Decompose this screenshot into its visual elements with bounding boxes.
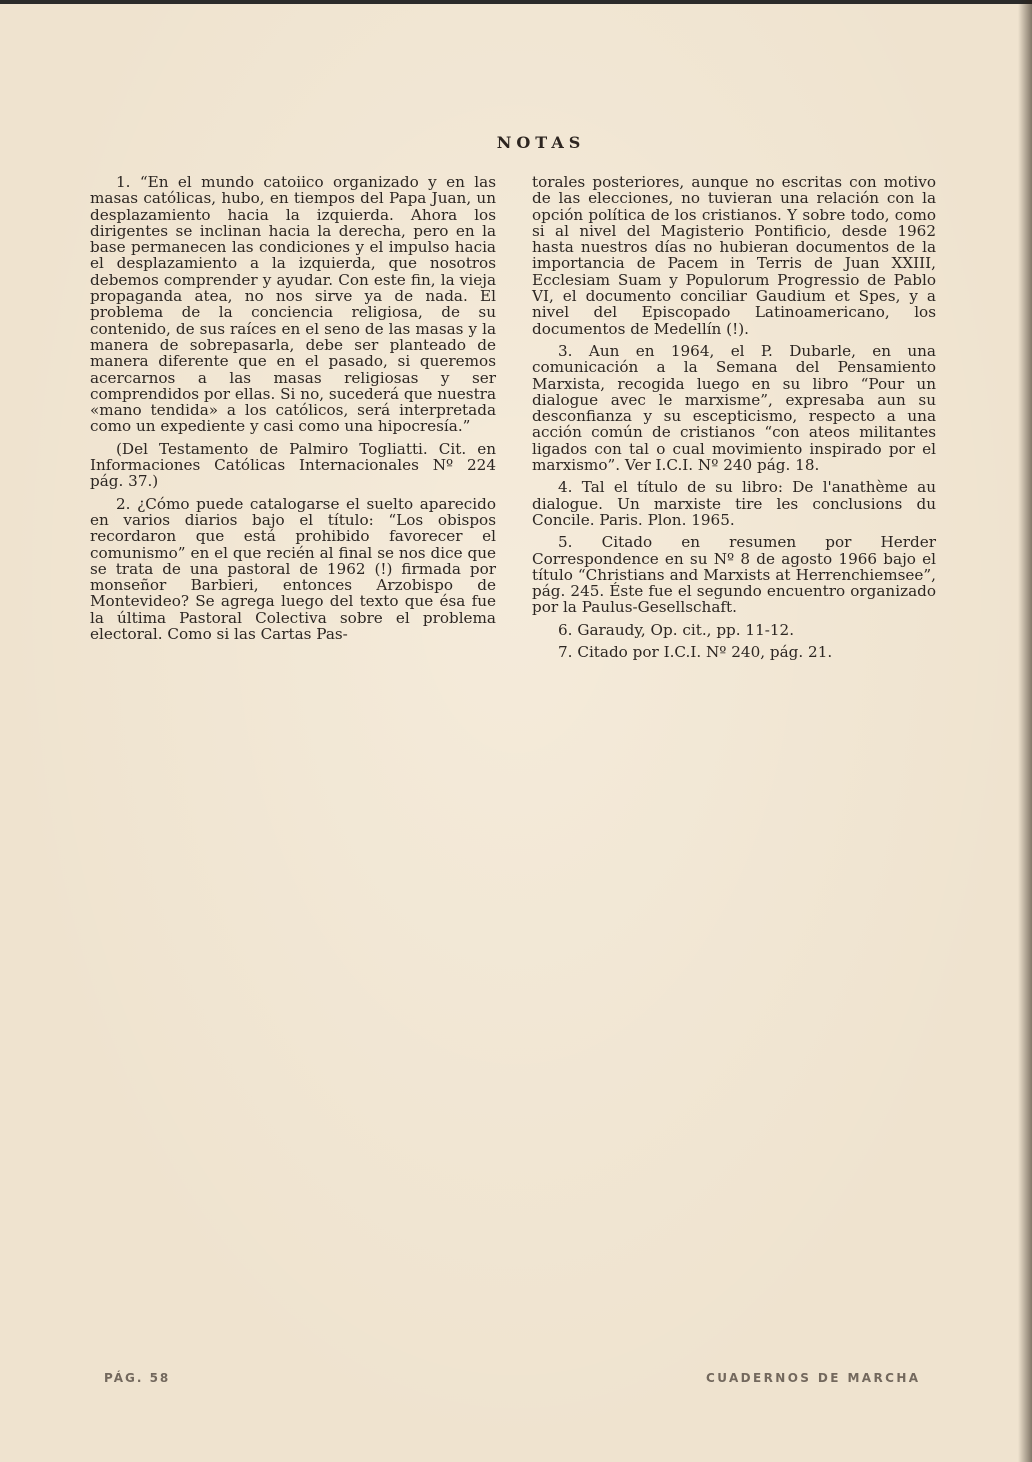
publication-name: CUADERNOS DE MARCHA: [706, 1371, 921, 1385]
note-1: 1. “En el mundo catoiico organizado y en las masas católicas, hubo, en tiempos del Papa Juan, un desplazamiento hacia la izquierda. Ahora los dirigentes se inclinan hacia la derecha, pero en la base permanecen las condiciones y el impulso hacia el desplazamiento a la izquierda, que nosotros debemos comprender y ayudar. Con este fin, la vieja propaganda atea, no nos sirve ya de nada. El problema de la conciencia religiosa, de su contenido, de sus raíces en el seno de las masas y la manera de sobrepasarla, debe ser planteado de manera diferente que en el pasado, si queremos acercarnos a las masas religiosas y ser comprendidos por ellas. Si no, sucederá que nuestra «mano tendida» a los católicos, será interpretada como un expediente y casi como una hipocresía.”: [90, 173, 496, 436]
note-6: 6. Garaudy, Op. cit., pp. 11-12.: [558, 620, 795, 639]
note-1-citation: (Del Testamento de Palmiro Togliatti. Cit. en Informaciones Católicas Internacionales Nº 224 pág. 37.): [90, 439, 496, 491]
note-5: 5. Citado en resumen por Herder Correspondence en su Nº 8 de agosto 1966 bajo el título “Christians and Marxists at Herrenchiemsee”, pág. 245. Éste fue el segundo encuentro organizado por la Paulus-Gesellschaft.: [532, 533, 936, 617]
section-heading: NOTAS: [496, 133, 586, 152]
note-2: 2. ¿Cómo puede catalogarse el suelto aparecido en varios diarios bajo el título: “Los obispos recordaron que está prohibido favorecer el comunismo” en el que recién al final se nos dice que se trata de una pastoral de 1962 (!) firmada por monseñor Barbieri, entonces Arzobispo de Montevideo? Se agrega luego del texto que ésa fue la última Pastoral Colectiva sobre el problema electoral. Como si las Cartas Pas-: [90, 494, 496, 644]
left-column: [90, 174, 496, 648]
page-edge-shadow: [1018, 0, 1032, 1462]
top-rule: [0, 0, 1032, 4]
note-4: 4. Tal el título de su libro: De l'anathème au dialogue. Un marxiste tire les conclusions du Concile. Paris. Plon. 1965.: [532, 478, 936, 529]
right-column: [532, 174, 936, 666]
note-7: 7. Citado por I.C.I. Nº 240, pág. 21.: [558, 643, 833, 662]
note-2-continued: torales posteriores, aunque no escritas con motivo de las elecciones, no tuvieran una relación con la opción política de los cristianos. Y sobre todo, como si al nivel del Magisterio Pontificio, desde 1962 hasta nuestros días no hubieran documentos de la importancia de Pacem in Terris de Juan XXIII, Ecclesiam Suam y Populorum Progressio de Pablo VI, el documento conciliar Gaudium et Spes, y a nivel del Episcopado Latinoamericano, los documentos de Medellín (!).: [532, 173, 936, 338]
note-3: 3. Aun en 1964, el P. Dubarle, en una comunicación a la Semana del Pensamiento Marxista, recogida luego en su libro “Pour un dialogue avec le marxisme”, expresaba aun su desconfianza y su escepticismo, respecto a una acción común de cristianos “con ateos militantes ligados con tal o cual movimiento inspirado por el marxismo”. Ver I.C.I. Nº 240 pág. 18.: [532, 341, 936, 475]
page-number: PÁG. 58: [104, 1371, 171, 1385]
